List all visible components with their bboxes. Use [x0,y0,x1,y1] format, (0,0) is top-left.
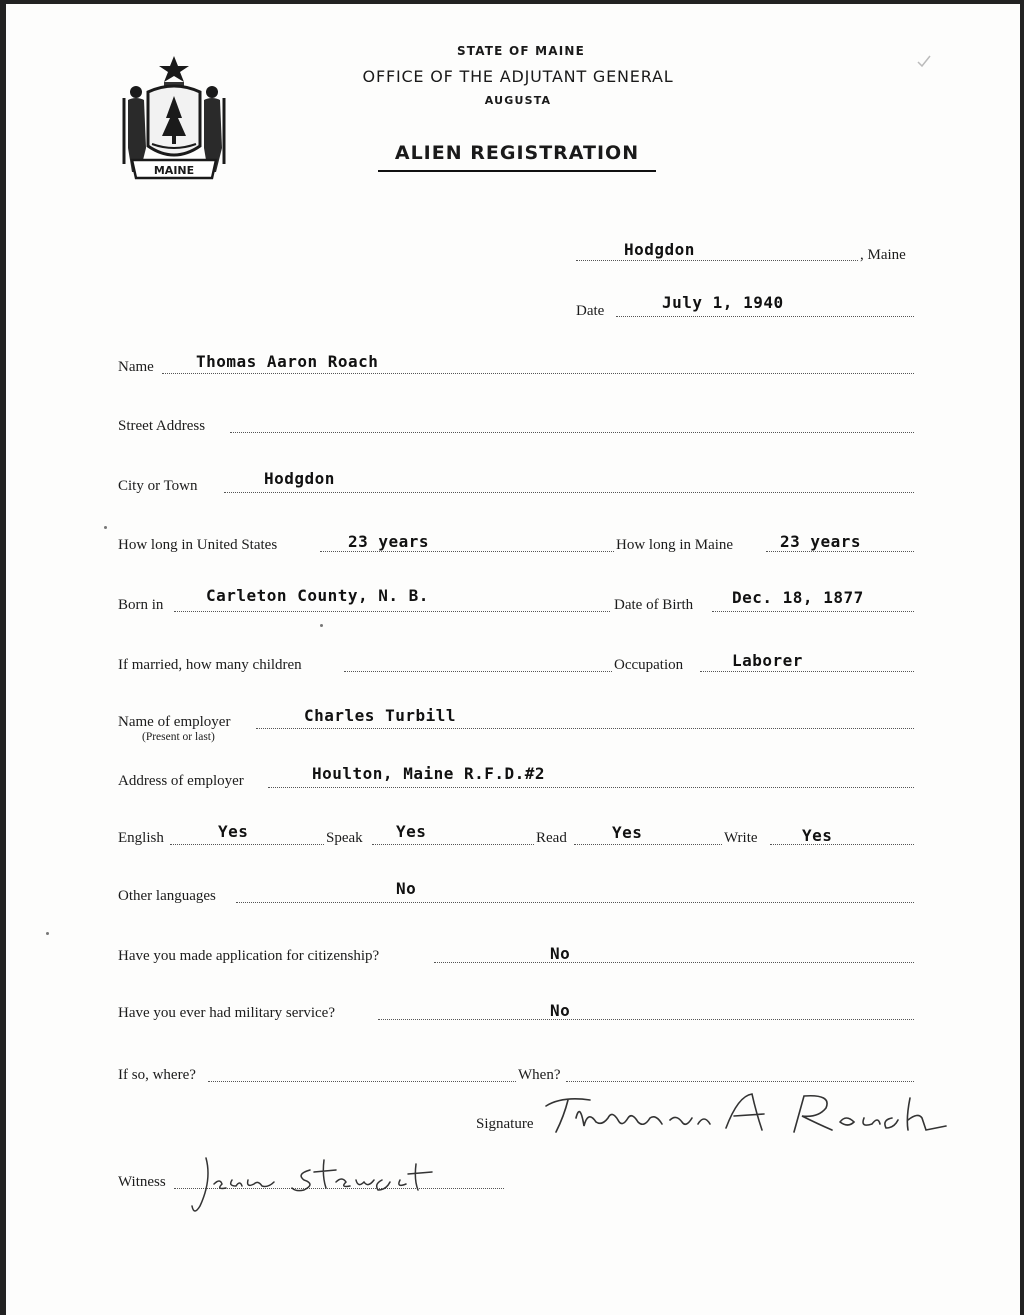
when-label: When? [518,1067,561,1083]
read-value: Yes [612,823,643,842]
born-in-line [174,611,610,612]
street-address-line [230,432,914,433]
street-address-label: Street Address [118,418,206,434]
date-value: July 1, 1940 [662,293,784,312]
city-value: Hodgdon [264,469,335,488]
state-heading: STATE OF MAINE [456,44,586,58]
town-line [576,260,858,261]
english-line [170,844,324,845]
if-so-where-line [208,1081,516,1082]
employer-address-label: Address of employer [118,773,244,789]
seal-banner-text: MAINE [153,164,195,177]
scan-speck [46,932,49,935]
form-title: ALIEN REGISTRATION [378,142,656,172]
how-long-maine-line [766,551,914,552]
write-value: Yes [802,826,833,845]
registrant-signature [542,1088,956,1144]
name-value: Thomas Aaron Roach [196,352,379,371]
city-line [224,492,914,493]
how-long-us-line [320,551,614,552]
date-of-birth-value: Dec. 18, 1877 [732,588,864,607]
occupation-line [700,671,914,672]
english-label: English [118,830,164,846]
office-heading: OFFICE OF THE ADJUTANT GENERAL [362,67,674,86]
employer-address-line [268,787,914,788]
citizenship-line [434,962,914,963]
military-service-value: No [550,1001,571,1020]
date-label: Date [576,303,605,319]
military-service-line [378,1019,914,1020]
other-languages-value: No [396,879,417,898]
employer-name-value: Charles Turbill [304,706,456,725]
city-heading: AUGUSTA [484,94,552,107]
occupation-value: Laborer [732,651,803,670]
scan-speck [320,624,323,627]
occupation-label: Occupation [614,657,684,673]
how-long-maine-value: 23 years [780,532,862,551]
speak-label: Speak [326,830,363,846]
date-of-birth-line [712,611,914,612]
signature-label: Signature [476,1116,534,1132]
employer-name-line [256,728,914,729]
read-label: Read [536,830,567,846]
write-line [770,844,914,845]
speak-line [372,844,534,845]
read-line [574,844,722,845]
write-label: Write [724,830,758,846]
name-line [162,373,914,374]
witness-signature [186,1150,476,1220]
speak-value: Yes [396,822,427,841]
city-label: City or Town [118,478,198,494]
name-label: Name [118,359,154,375]
date-of-birth-label: Date of Birth [614,597,694,613]
maine-suffix-label: , Maine [860,247,906,263]
married-children-label: If married, how many children [118,657,302,673]
check-mark-icon [916,54,932,68]
how-long-us-value: 23 years [348,532,430,551]
citizenship-value: No [550,944,571,963]
married-children-line [344,671,612,672]
other-languages-label: Other languages [118,888,216,904]
when-line [566,1081,914,1082]
scan-speck [104,526,107,529]
present-or-last-note: (Present or last) [142,731,215,743]
born-in-label: Born in [118,597,164,613]
english-value: Yes [218,822,249,841]
town-value: Hodgdon [624,240,695,259]
how-long-us-label: How long in United States [118,537,278,553]
citizenship-label: Have you made application for citizenship? [118,948,380,964]
other-languages-line [236,902,914,903]
born-in-value: Carleton County, N. B. [206,586,429,605]
if-so-where-label: If so, where? [118,1067,196,1083]
employer-address-value: Houlton, Maine R.F.D.#2 [312,764,546,783]
employer-name-label: Name of employer [118,714,231,730]
witness-label: Witness [118,1174,166,1190]
scan-edge [6,0,1024,4]
military-service-label: Have you ever had military service? [118,1005,335,1021]
how-long-maine-label: How long in Maine [616,537,734,553]
date-line [616,316,914,317]
